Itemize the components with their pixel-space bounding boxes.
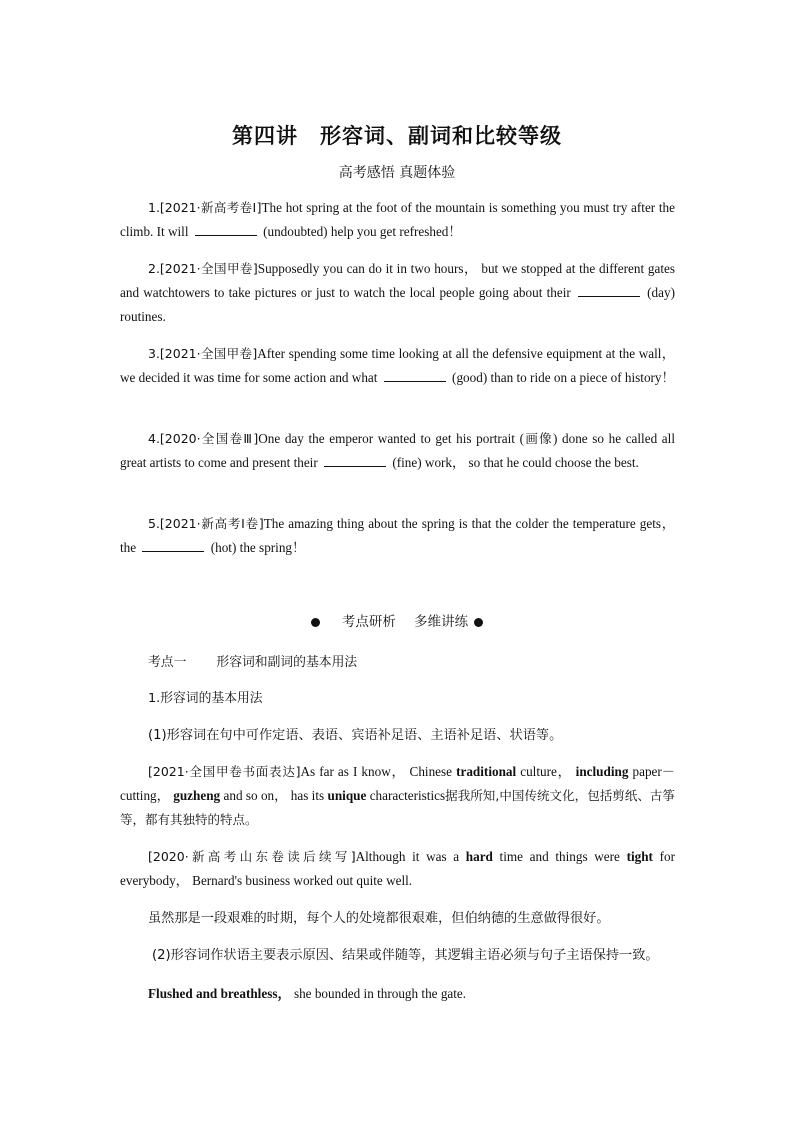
question-5 [120, 512, 675, 560]
example-text: for everybody， Bernard's business worked out quite well. [120, 849, 675, 888]
section-title-left: 考点研析 [341, 614, 396, 630]
question-source: 2.[2021·全国甲卷] [148, 261, 258, 276]
example-text: she bounded in through the gate. [290, 986, 467, 1001]
answer-blank[interactable] [324, 452, 386, 467]
question-3 [120, 342, 675, 390]
question-text: One day the emperor wanted to get his portrait ( [258, 431, 524, 446]
question-source: 4.[2020·全国卷Ⅲ] [148, 431, 259, 446]
example-2 [120, 845, 675, 893]
example-source: [2020·新高考山东卷读后续写] [148, 849, 356, 864]
question-text: (good) than to ride on a piece of history！ [448, 370, 675, 385]
question-text: The amazing thing about the spring is that the colder the temperature gets，the [120, 516, 675, 555]
question-text: (hot) the spring！ [207, 540, 306, 555]
example-source: [2021·全国甲卷书面表达] [148, 764, 301, 779]
question-2 [120, 257, 675, 329]
kaodian-label: 考点一 [148, 655, 187, 670]
example-3 [148, 983, 466, 1002]
sub-heading: 1.形容词的基本用法 [148, 691, 263, 706]
question-text: (fine) work， so that he could choose the best. [389, 455, 639, 470]
example-text: As far as I know， Chinese [300, 764, 457, 779]
question-text: Supposedly you can do it in two hours， but we stopped at the different gates and watchtowers to take pictures or just to watch the local people going about their [120, 261, 676, 300]
section-title-right: 多维讲练 [414, 614, 469, 630]
question-text: (undoubted) help you get refreshed！ [259, 224, 462, 239]
bold-word: hard [465, 849, 493, 864]
note-1: (1)形容词在句中可作定语、表语、宾语补足语、主语补足语、状语等。 [148, 728, 563, 743]
question-source: 1.[2021·新高考卷Ⅰ] [148, 200, 262, 215]
answer-blank[interactable] [578, 282, 640, 297]
bullet-dot-icon [474, 618, 483, 627]
page-subtitle: 高考感悟 真题体验 [338, 165, 456, 181]
question-text: The hot spring at the foot of the mountain is something you must try after the climb. It will [120, 200, 675, 239]
question-text: After spending some time looking at all the defensive equipment at the wall， we decided it was time for some action and what [120, 346, 675, 385]
bold-word: Flushed and breathless， [148, 986, 291, 1001]
example-text: paper－cutting， [120, 764, 675, 803]
note-2: (2)形容词作状语主要表示原因、结果或伴随等，其逻辑主语必须与句子主语保持一致。 [152, 948, 659, 963]
example-translation: 据我所知,中国传统文化，包括剪纸、古筝等，都有其独特的特点。 [120, 788, 675, 827]
bold-word: traditional [456, 764, 517, 779]
example-text: characteristics [366, 788, 446, 803]
bold-word: including [575, 764, 629, 779]
example-1 [120, 760, 675, 832]
page-title: 第四讲 形容词、副词和比较等级 [232, 124, 562, 148]
kaodian-text: 形容词和副词的基本用法 [216, 655, 358, 670]
example-text: culture， [516, 764, 576, 779]
bold-word: guzheng [173, 788, 221, 803]
question-text: (day) routines. [120, 285, 675, 324]
question-source: 5.[2021·新高考Ⅰ卷] [148, 516, 264, 531]
question-1 [120, 196, 675, 244]
section-header [0, 610, 794, 630]
example-text: and so on， has its [220, 788, 328, 803]
bold-word: unique [327, 788, 367, 803]
answer-blank[interactable] [195, 221, 257, 236]
example-text: time and things were [492, 849, 627, 864]
question-4 [120, 427, 675, 475]
bold-word: tight [626, 849, 653, 864]
example-text: Although it was a [355, 849, 466, 864]
question-source: 3.[2021·全国甲卷] [148, 346, 258, 361]
answer-blank[interactable] [142, 537, 204, 552]
question-text-cn: 画像 [523, 431, 553, 446]
example-2-translation: 虽然那是一段艰难的时期，每个人的处境都很艰难，但伯纳德的生意做得很好。 [148, 911, 610, 926]
kaodian-heading [148, 651, 357, 670]
answer-blank[interactable] [384, 367, 446, 382]
question-text: ) done so he called all great artists to come and present their [120, 431, 675, 470]
bullet-dot-icon [311, 618, 320, 627]
